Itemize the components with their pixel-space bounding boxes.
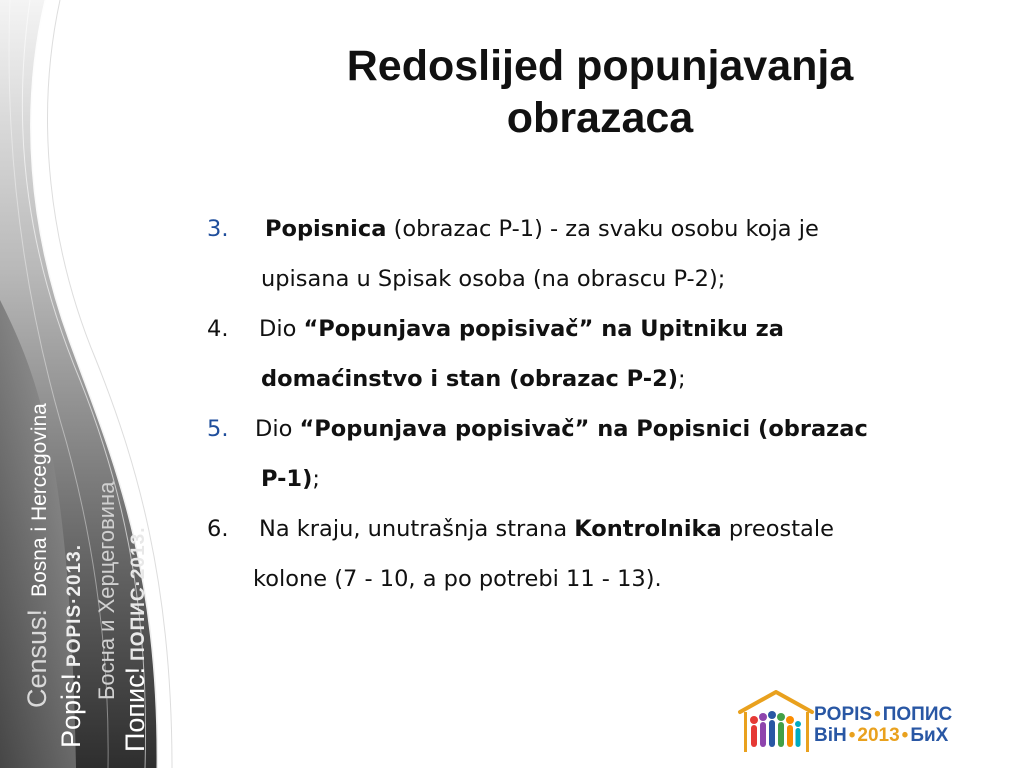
logo-word-popis: POPIS (814, 704, 873, 725)
list-item-text (259, 304, 997, 354)
list-number: 6. (207, 516, 229, 542)
list-item-3-continuation (207, 254, 997, 304)
list-item-pre: Dio (255, 416, 300, 442)
list-item-5 (207, 404, 997, 454)
logo-line-2: BiH • 2013 • БиХ (814, 725, 949, 746)
vertical-text-popis-cyrillic (120, 527, 151, 752)
logo-word-bih-cyrillic: БиХ (910, 725, 949, 746)
popis-cyrillic-year-text: ПОПИС·2013. (128, 526, 149, 661)
list-item-line2-rest: ; (312, 466, 320, 492)
list-item-3 (207, 204, 997, 254)
vertical-text-census (22, 403, 53, 708)
slide-title (230, 40, 970, 144)
list-item-5-continuation (207, 454, 997, 504)
list-item-bold: Popisnica (265, 216, 387, 242)
numbered-list (207, 204, 997, 604)
list-item-bold: Kontrolnika (574, 516, 722, 542)
popis-year-text: POPIS·2013. (64, 544, 85, 667)
title-line-1: Redoslijed popunjavanja (346, 42, 854, 90)
list-item-6-continuation (207, 554, 997, 604)
list-item-bold: “Popunjava popisivač” na Upitniku za (303, 316, 784, 342)
list-item-rest: (obrazac P-1) - za svaku osobu koja je (386, 216, 819, 242)
popis-text: Popis! (56, 672, 86, 748)
list-item-line2: kolone (7 - 10, a po potrebi 11 - 13). (253, 566, 662, 592)
list-item-rest: preostale (721, 516, 834, 542)
logo-word-bih: BiH (814, 725, 847, 746)
bosna-text: Bosna i Hercegovina (28, 403, 51, 597)
list-item-4-continuation (207, 354, 997, 404)
list-number: 5. (207, 416, 229, 442)
list-item-text (265, 204, 997, 254)
list-item-pre: Dio (259, 316, 304, 342)
list-number: 3. (207, 216, 229, 242)
list-item-6 (207, 504, 997, 554)
list-number: 4. (207, 316, 229, 342)
list-item-line2-bold: P-1) (261, 466, 313, 492)
logo-word-popis-cyrillic: ПОПИС (882, 704, 953, 725)
bosna-cyrillic-text: Босна и Херцеговина (94, 481, 119, 700)
list-item-line2-bold: domaćinstvo i stan (obrazac P-2) (261, 366, 679, 392)
list-item-text (259, 504, 997, 554)
vertical-text-popis (56, 544, 87, 748)
list-item-bold: “Popunjava popisivač” na Popisnici (obrazac (299, 416, 868, 442)
list-item-text (255, 404, 997, 454)
list-item-line2-rest: ; (678, 366, 686, 392)
list-item-pre: Na kraju, unutrašnja strana (259, 516, 575, 542)
list-item-line2: upisana u Spisak osoba (na obrascu P-2); (261, 266, 726, 292)
list-item-4 (207, 304, 997, 354)
popis-logo-text (814, 704, 952, 746)
vertical-text-bosna-cyrillic (94, 482, 120, 700)
title-line-2: obrazaca (506, 94, 694, 142)
logo-year: 2013 (857, 725, 900, 746)
census-text: Census! (22, 608, 52, 708)
popis-cyrillic-text: Попис! (120, 666, 150, 752)
logo-line-1: POPIS • ПОПИС (814, 704, 953, 725)
